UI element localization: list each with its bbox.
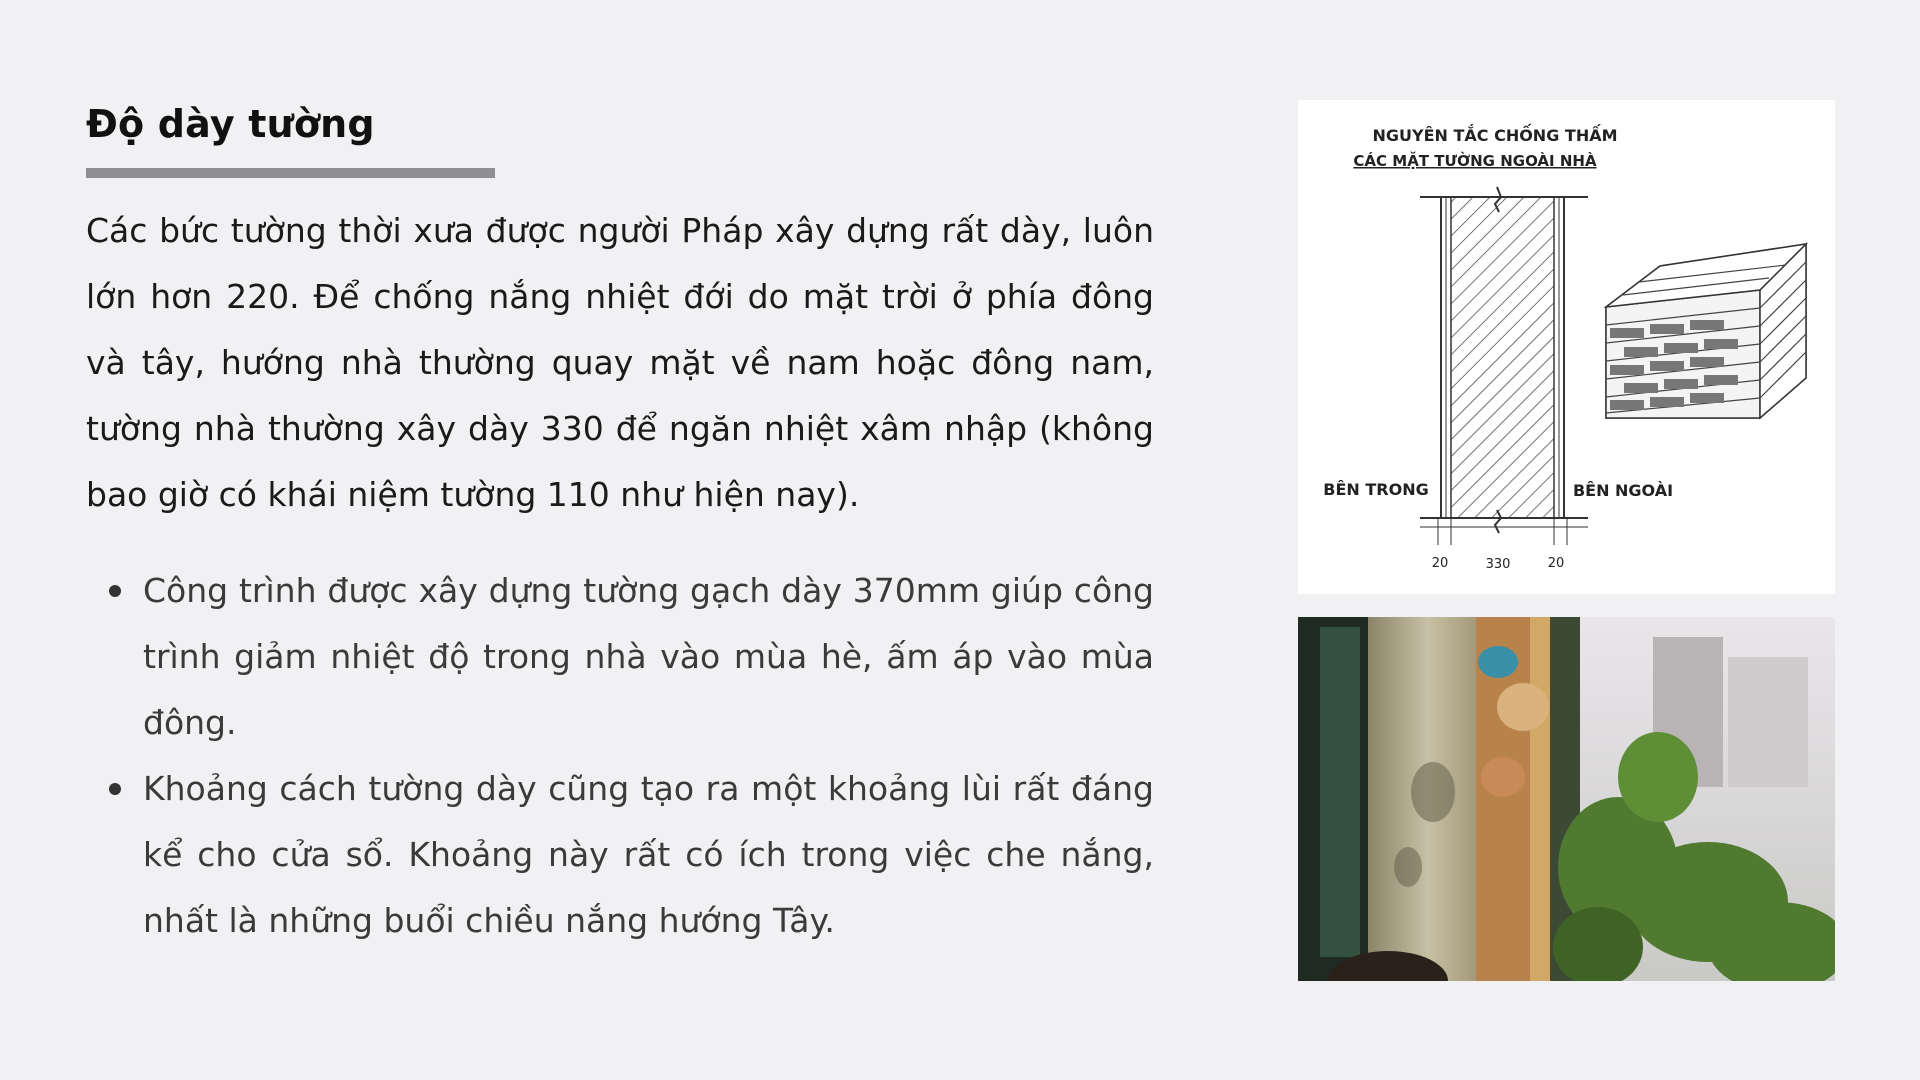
dim-right-label: 20 — [1547, 556, 1565, 571]
label-outside: BÊN NGOÀI — [1572, 481, 1674, 500]
bullet-list — [86, 558, 1154, 954]
title-underline — [86, 168, 495, 178]
slide-title: Độ dày tường — [86, 102, 375, 146]
wall-photo — [1298, 617, 1835, 981]
bullet-dot-icon — [109, 585, 121, 597]
bullet-text: Khoảng cách tường dày cũng tạo ra một khoảng lùi rất đáng kể cho cửa sổ. Khoảng này rất có ích trong việc che nắng, nhất là những buổi chiều nắng hướng Tây. — [143, 769, 1154, 940]
bullet-item — [86, 756, 1154, 954]
wall-section-diagram — [1298, 100, 1835, 594]
bullet-item — [86, 558, 1154, 756]
dim-left-label: 20 — [1431, 556, 1449, 571]
diagram-heading-2: CÁC MẶT TƯỜNG NGOÀI NHÀ — [1353, 152, 1597, 170]
bullet-dot-icon — [109, 783, 121, 795]
bullet-text: Công trình được xây dựng tường gạch dày 370mm giúp công trình giảm nhiệt độ trong nhà vào mùa hè, ấm áp vào mùa đông. — [143, 571, 1154, 742]
body-paragraph: Các bức tường thời xưa được người Pháp xây dựng rất dày, luôn lớn hơn 220. Để chống nắng nhiệt đới do mặt trời ở phía đông và tây, hướng nhà thường quay mặt về nam hoặc đông nam, tường nhà thường xây dày 330 để ngăn nhiệt xâm nhập (không bao giờ có khái niệm tường 110 như hiện nay). — [86, 211, 1154, 514]
diagram-heading-1: NGUYÊN TẮC CHỐNG THẤM — [1372, 126, 1618, 145]
label-inside: BÊN TRONG — [1323, 480, 1429, 499]
dim-middle-label: 330 — [1485, 557, 1511, 572]
